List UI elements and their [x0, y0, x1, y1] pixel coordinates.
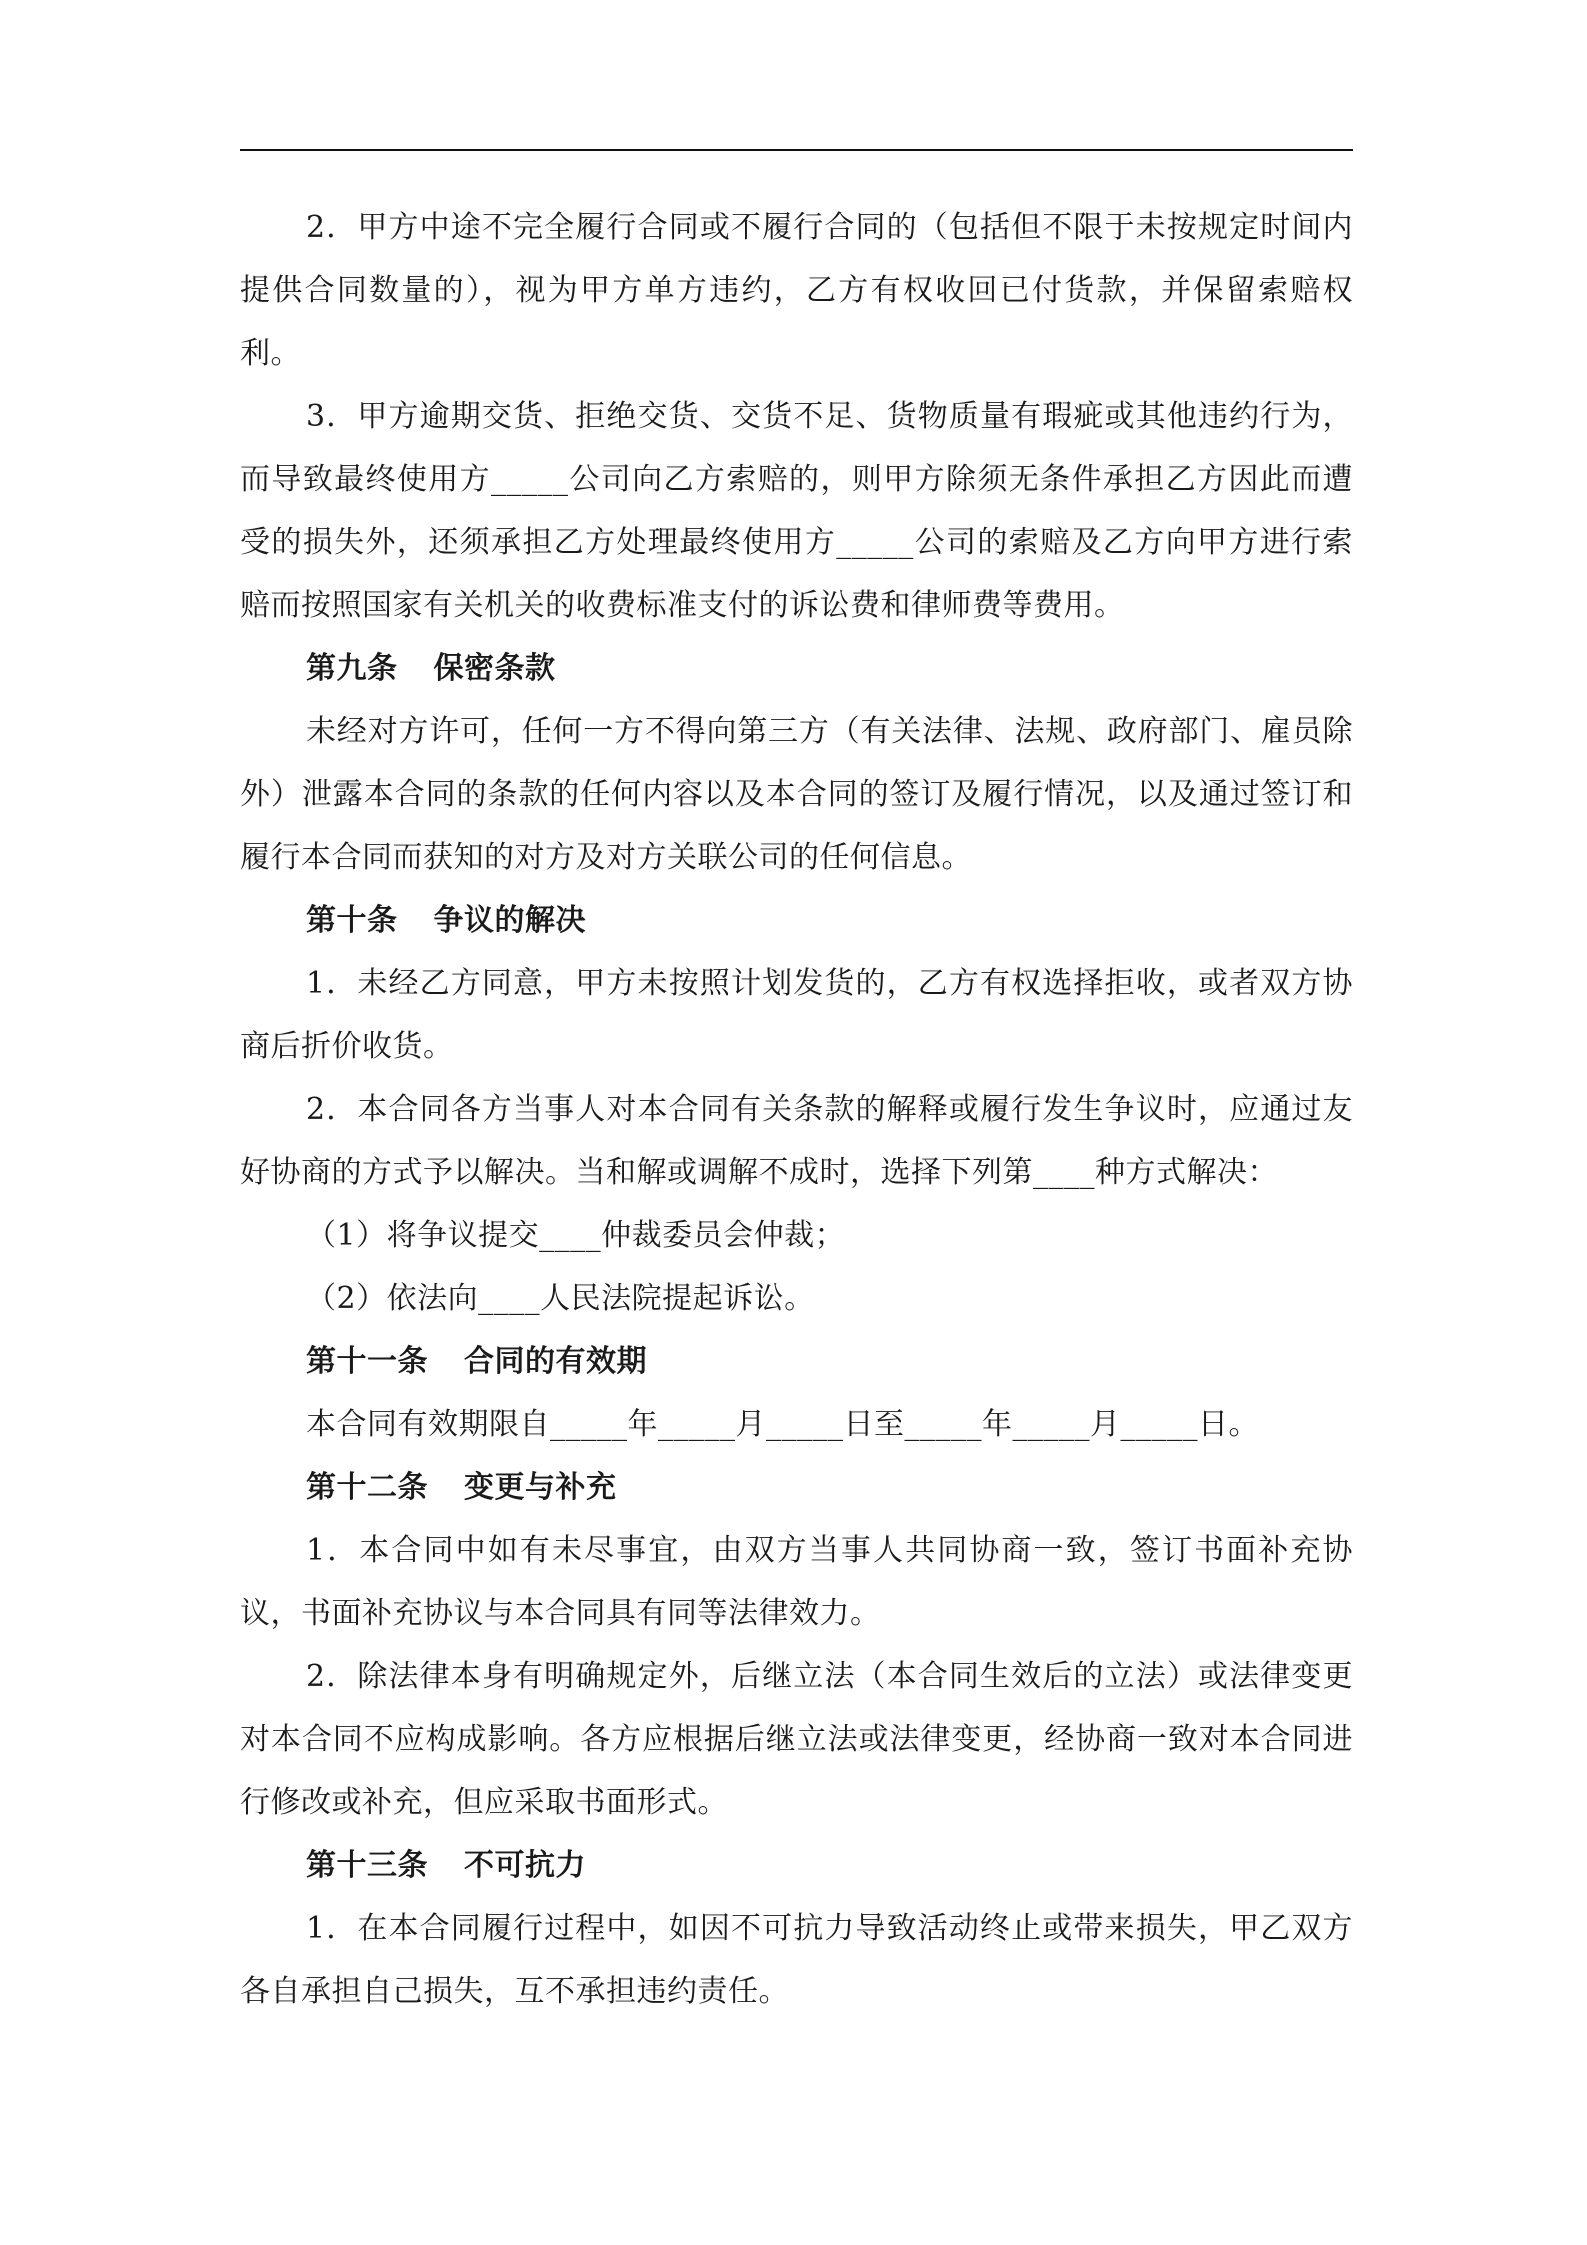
article-13-heading: [240, 1834, 1353, 1897]
header-rule: [240, 149, 1353, 151]
article-10-title: 争议的解决: [433, 903, 586, 938]
clause-8-3: 3．甲方逾期交货、拒绝交货、交货不足、货物质量有瑕疵或其他违约行为，而导致最终使用方_____公司向乙方索赔的，则甲方除须无条件承担乙方因此而遭受的损失外，还须承担乙方处理最终使用方_____公司的索赔及乙方向甲方进行索赔而按照国家有关机关的收费标准支付的诉讼费和律师费等费用。: [240, 399, 1353, 623]
clause-10-option-2: （2）依法向____人民法院提起诉讼。: [306, 1281, 815, 1316]
article-12-heading: [240, 1456, 1353, 1519]
clause-10-1: 1．未经乙方同意，甲方未按照计划发货的，乙方有权选择拒收，或者双方协商后折价收货。: [240, 966, 1353, 1064]
clause-10-2: 2．本合同各方当事人对本合同有关条款的解释或履行发生争议时，应通过友好协商的方式予以解决。当和解或调解不成时，选择下列第____种方式解决：: [240, 1092, 1353, 1190]
clause-8-2: 2．甲方中途不完全履行合同或不履行合同的（包括但不限于未按规定时间内提供合同数量的），视为甲方单方违约，乙方有权收回已付货款，并保留索赔权利。: [240, 210, 1353, 371]
article-11-title: 合同的有效期: [464, 1344, 647, 1379]
article-11-text: 本合同有效期限自_____年_____月_____日至_____年_____月_____日。: [306, 1407, 1259, 1442]
article-11-heading: [240, 1330, 1353, 1393]
clause-12-1: 1．本合同中如有未尽事宜，由双方当事人共同协商一致，签订书面补充协议，书面补充协议与本合同具有同等法律效力。: [240, 1533, 1353, 1631]
article-9-heading: [240, 637, 1353, 700]
article-9-number: 第九条: [306, 651, 398, 686]
article-9-title: 保密条款: [433, 651, 556, 686]
clause-13-1: 1．在本合同履行过程中，如因不可抗力导致活动终止或带来损失，甲乙双方各自承担自己损失，互不承担违约责任。: [240, 1911, 1353, 2009]
article-11-number: 第十一条: [306, 1344, 428, 1379]
article-13-number: 第十三条: [306, 1848, 428, 1883]
article-12-number: 第十二条: [306, 1470, 428, 1505]
article-12-title: 变更与补充: [464, 1470, 617, 1505]
article-10-heading: [240, 889, 1353, 952]
document-body: [240, 196, 1353, 2023]
clause-12-2: 2．除法律本身有明确规定外，后继立法（本合同生效后的立法）或法律变更对本合同不应构成影响。各方应根据后继立法或法律变更，经协商一致对本合同进行修改或补充，但应采取书面形式。: [240, 1659, 1353, 1820]
article-10-number: 第十条: [306, 903, 398, 938]
article-9-text: 未经对方许可，任何一方不得向第三方（有关法律、法规、政府部门、雇员除外）泄露本合同的条款的任何内容以及本合同的签订及履行情况，以及通过签订和履行本合同而获知的对方及对方关联公司的任何信息。: [240, 714, 1353, 875]
clause-10-option-1: （1）将争议提交____仲裁委员会仲裁；: [306, 1218, 846, 1253]
article-13-title: 不可抗力: [464, 1848, 586, 1883]
